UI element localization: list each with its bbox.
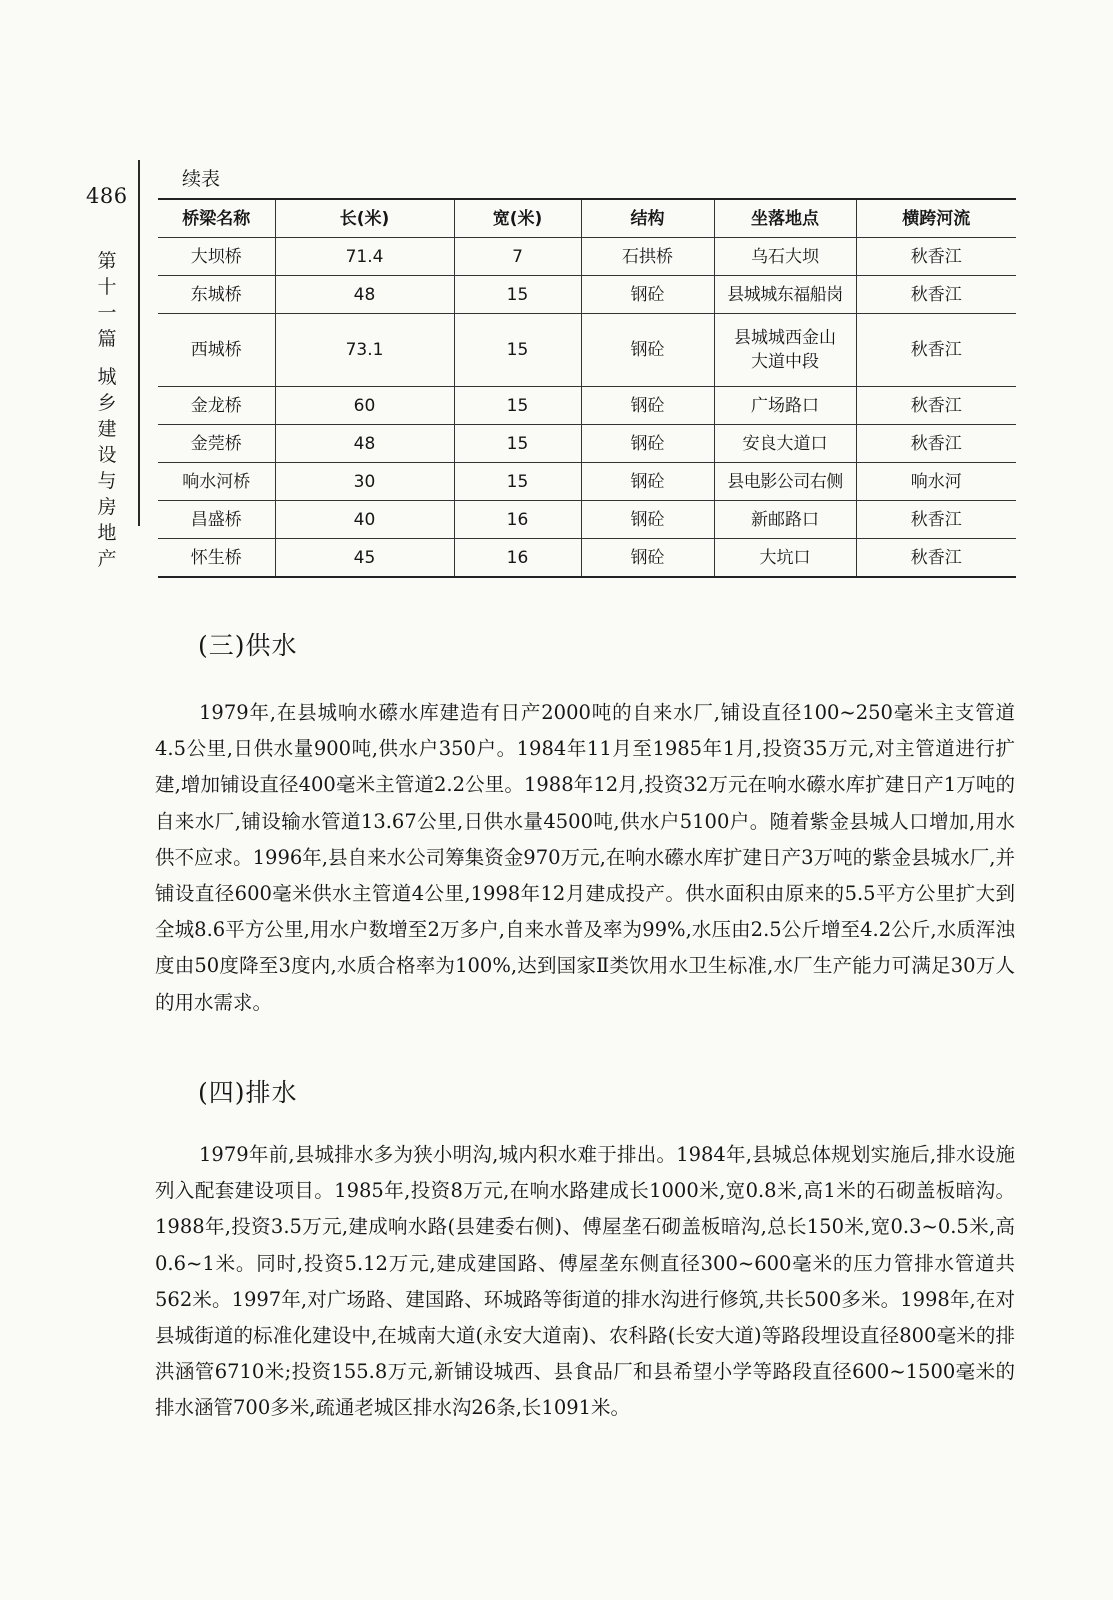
bridge-name-cell: 大坝桥	[158, 238, 275, 276]
width-cell: 16	[454, 539, 581, 578]
table-row	[158, 314, 1016, 387]
structure-cell: 钢砼	[581, 276, 714, 314]
bridge-name-cell: 金龙桥	[158, 387, 275, 425]
column-header: 长(米)	[275, 199, 454, 238]
river-cell: 秋香江	[856, 387, 1016, 425]
width-cell: 15	[454, 314, 581, 387]
part-label-char: 设	[97, 444, 117, 466]
length-cell: 45	[275, 539, 454, 578]
part-label-char: 篇	[97, 328, 117, 350]
location-cell: 新邮路口	[714, 501, 856, 539]
table-header-row	[158, 199, 1016, 238]
part-label-char: 城	[97, 366, 117, 388]
column-header: 宽(米)	[454, 199, 581, 238]
river-cell: 秋香江	[856, 539, 1016, 578]
section-heading-drainage: (四)排水	[198, 1078, 298, 1107]
structure-cell: 钢砼	[581, 425, 714, 463]
part-label-char: 一	[97, 302, 117, 324]
part-label-char: 与	[97, 470, 117, 492]
location-line: 大道中段	[751, 352, 819, 372]
location-cell: 县城城东福船岗	[714, 276, 856, 314]
location-cell: 县电影公司右侧	[714, 463, 856, 501]
length-cell: 60	[275, 387, 454, 425]
river-cell: 秋香江	[856, 276, 1016, 314]
part-label-char: 地	[97, 522, 117, 544]
part-label-char: 产	[97, 548, 117, 570]
width-cell: 15	[454, 387, 581, 425]
section-heading-water-supply: (三)供水	[198, 631, 298, 660]
structure-cell: 钢砼	[581, 539, 714, 578]
location-line: 县城城西金山	[734, 328, 836, 348]
part-label-char: 乡	[97, 392, 117, 414]
length-cell: 48	[275, 425, 454, 463]
margin-rule	[138, 160, 140, 526]
bridge-name-cell: 怀生桥	[158, 539, 275, 578]
length-cell: 30	[275, 463, 454, 501]
bridge-name-cell: 西城桥	[158, 314, 275, 387]
table-row	[158, 276, 1016, 314]
structure-cell: 钢砼	[581, 501, 714, 539]
location-cell: 大坑口	[714, 539, 856, 578]
width-cell: 7	[454, 238, 581, 276]
bridge-name-cell: 响水河桥	[158, 463, 275, 501]
width-cell: 15	[454, 276, 581, 314]
river-cell: 秋香江	[856, 314, 1016, 387]
structure-cell: 石拱桥	[581, 238, 714, 276]
water-supply-paragraph: 1979年,在县城响水礤水库建造有日产2000吨的自来水厂,铺设直径100~250毫米主支管道4.5公里,日供水量900吨,供水户350户。1984年11月至1985年1月,投资35万元,对主管道进行扩建,增加铺设直径400毫米主管道2.2公里。1988年12月,投资32万元在响水礤水库扩建日产1万吨的自来水厂,铺设输水管道13.67公里,日供水量4500吨,供水户5100户。随着紫金县城人口增加,用水供不应求。1996年,县自来水公司筹集资金970万元,在响水礤水库扩建日产3万吨的紫金县城水厂,并铺设直径600毫米供水主管道4公里,1998年12月建成投产。供水面积由原来的5.5平方公里扩大到全城8.6平方公里,用水户数增至2万多户,自来水普及率为99%,水压由2.5公斤增至4.2公斤,水质浑浊度由50度降至3度内,水质合格率为100%,达到国家Ⅱ类饮用水卫生标准,水厂生产能力可满足30万人的用水需求。	[155, 701, 1015, 1014]
river-cell: 秋香江	[856, 425, 1016, 463]
table-row	[158, 539, 1016, 578]
page-number: 486	[86, 184, 128, 208]
structure-cell: 钢砼	[581, 463, 714, 501]
column-header: 结构	[581, 199, 714, 238]
length-cell: 71.4	[275, 238, 454, 276]
part-label-char: 房	[97, 496, 117, 518]
length-cell: 73.1	[275, 314, 454, 387]
location-cell	[714, 314, 856, 387]
table-row	[158, 387, 1016, 425]
table-caption: 续表	[182, 168, 221, 190]
width-cell: 16	[454, 501, 581, 539]
column-header: 桥梁名称	[158, 199, 275, 238]
bridge-name-cell: 金莞桥	[158, 425, 275, 463]
column-header: 横跨河流	[856, 199, 1016, 238]
river-cell: 响水河	[856, 463, 1016, 501]
part-label-char: 十	[97, 276, 117, 298]
part-label	[94, 248, 120, 572]
drainage-paragraph: 1979年前,县城排水多为狭小明沟,城内积水难于排出。1984年,县城总体规划实施后,排水设施列入配套建设项目。1985年,投资8万元,在响水路建成长1000米,宽0.8米,高1米的石砌盖板暗沟。1988年,投资3.5万元,建成响水路(县建委右侧)、傅屋垄石砌盖板暗沟,总长150米,宽0.3~0.5米,高0.6~1米。同时,投资5.12万元,建成建国路、傅屋垄东侧直径300~600毫米的压力管排水管道共562米。1997年,对广场路、建国路、环城路等街道的排水沟进行修筑,共长500多米。1998年,在对县城街道的标准化建设中,在城南大道(永安大道南)、农科路(长安大道)等路段埋设直径800毫米的排洪涵管6710米;投资155.8万元,新铺设城西、县食品厂和县希望小学等路段直径600~1500毫米的排水涵管700多米,疏通老城区排水沟26条,长1091米。	[155, 1143, 1015, 1420]
table-row	[158, 425, 1016, 463]
bridge-name-cell: 昌盛桥	[158, 501, 275, 539]
width-cell: 15	[454, 463, 581, 501]
structure-cell: 钢砼	[581, 314, 714, 387]
table-row	[158, 238, 1016, 276]
width-cell: 15	[454, 425, 581, 463]
structure-cell: 钢砼	[581, 387, 714, 425]
location-cell: 乌石大坝	[714, 238, 856, 276]
location-cell: 广场路口	[714, 387, 856, 425]
part-label-char: 第	[97, 250, 117, 272]
bridge-name-cell: 东城桥	[158, 276, 275, 314]
river-cell: 秋香江	[856, 238, 1016, 276]
bridge-table	[158, 198, 1016, 578]
table-row	[158, 463, 1016, 501]
river-cell: 秋香江	[856, 501, 1016, 539]
column-header: 坐落地点	[714, 199, 856, 238]
location-cell: 安良大道口	[714, 425, 856, 463]
table-row	[158, 501, 1016, 539]
part-label-char: 建	[97, 418, 117, 440]
length-cell: 40	[275, 501, 454, 539]
part-label-gap	[94, 352, 120, 364]
length-cell: 48	[275, 276, 454, 314]
